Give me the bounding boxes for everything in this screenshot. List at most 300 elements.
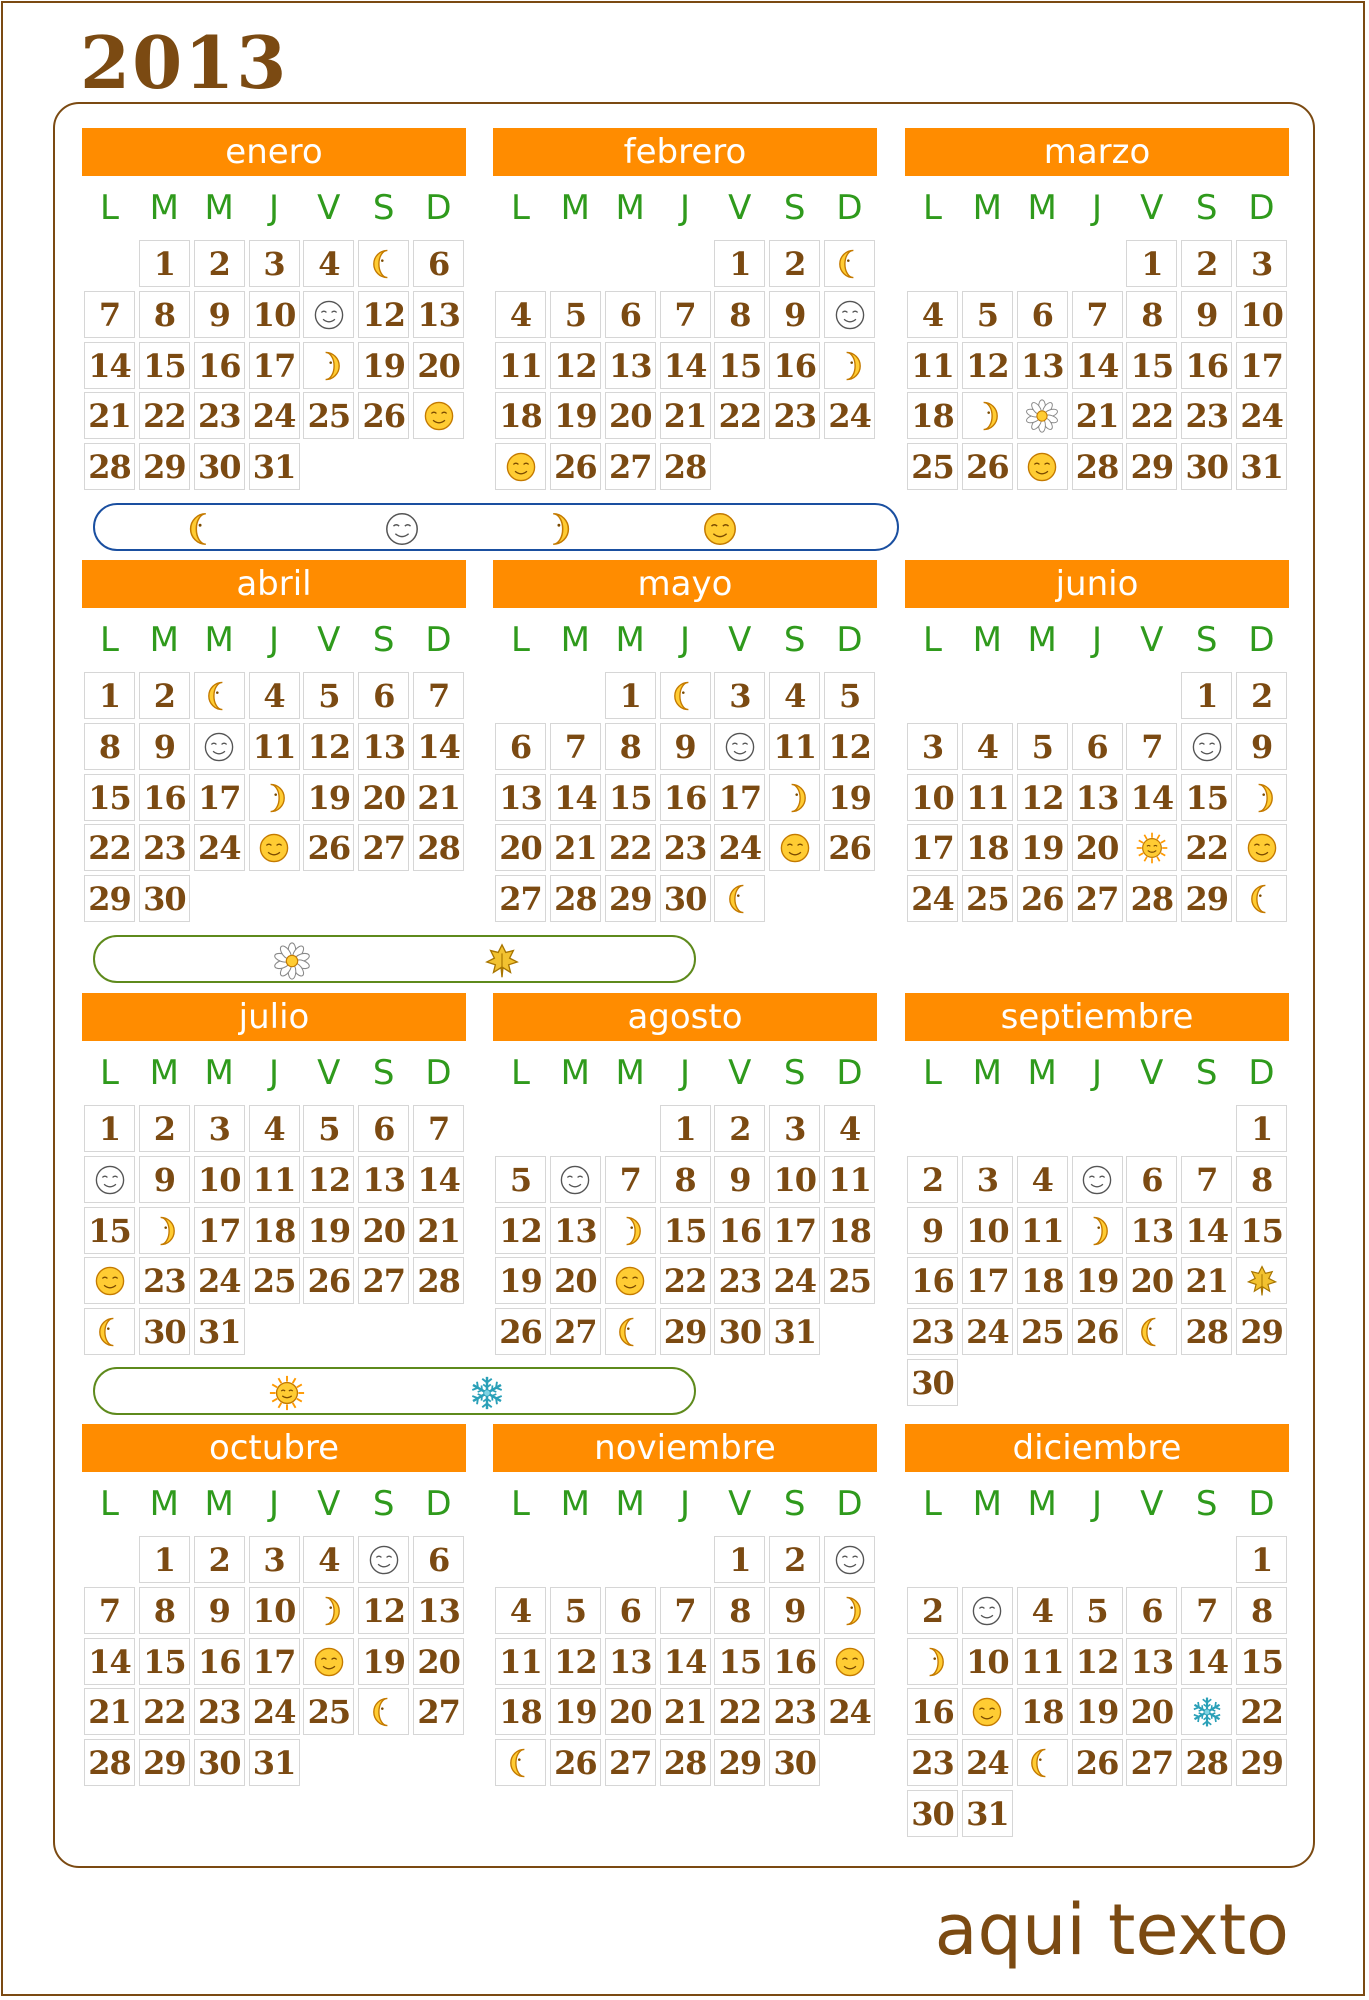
weekday-label: D <box>1248 620 1275 660</box>
month-mayo <box>493 560 877 978</box>
weekday-label: L <box>99 1053 119 1093</box>
day-cell: 29 <box>139 1739 190 1786</box>
day-cell: 16 <box>139 774 190 821</box>
day-cell: 1 <box>84 1105 135 1152</box>
moon-full-icon <box>303 1638 354 1685</box>
moon-waxing-icon <box>249 774 300 821</box>
day-cell: 10 <box>907 774 958 821</box>
month-junio <box>905 560 1289 978</box>
day-cell: 16 <box>194 342 245 389</box>
weekday-header <box>493 1472 877 1536</box>
day-cell: 17 <box>769 1207 820 1254</box>
day-cell: 21 <box>550 824 601 871</box>
day-grid <box>493 672 877 978</box>
flower-icon <box>1017 392 1068 439</box>
weekday-label: S <box>783 620 806 660</box>
weekday-label: M <box>972 1484 1002 1524</box>
day-cell: 16 <box>1181 342 1232 389</box>
weekday-header <box>905 176 1289 240</box>
day-cell: 20 <box>1126 1257 1177 1304</box>
weekday-label: M <box>1027 188 1057 228</box>
day-cell: 4 <box>495 1587 546 1634</box>
weekday-label: V <box>1140 1053 1164 1093</box>
day-cell: 14 <box>550 774 601 821</box>
day-cell: 11 <box>1017 1207 1068 1254</box>
weekday-label: M <box>149 188 179 228</box>
day-cell: 3 <box>769 1105 820 1152</box>
day-cell: 30 <box>769 1739 820 1786</box>
year-title: 2013 <box>80 20 289 105</box>
moon-waxing-icon <box>1236 774 1287 821</box>
day-cell: 10 <box>249 291 300 338</box>
day-cell: 7 <box>1181 1156 1232 1203</box>
day-cell: 15 <box>714 1638 765 1685</box>
day-grid <box>493 1105 877 1411</box>
day-cell: 23 <box>907 1739 958 1786</box>
day-cell: 11 <box>249 723 300 770</box>
day-cell: 2 <box>139 672 190 719</box>
weekday-label: D <box>836 188 863 228</box>
weekday-label: L <box>510 188 530 228</box>
day-cell: 18 <box>962 824 1013 871</box>
day-cell: 17 <box>907 824 958 871</box>
day-cell: 18 <box>1017 1688 1068 1735</box>
day-cell: 9 <box>714 1156 765 1203</box>
day-cell: 21 <box>84 392 135 439</box>
day-cell: 1 <box>1126 240 1177 287</box>
day-cell: 28 <box>1181 1308 1232 1355</box>
day-cell: 27 <box>1126 1739 1177 1786</box>
day-cell: 6 <box>358 672 409 719</box>
moon-waxing-icon <box>303 1587 354 1634</box>
moon-full-icon <box>84 1257 135 1304</box>
day-cell: 5 <box>962 291 1013 338</box>
day-cell: 2 <box>907 1587 958 1634</box>
day-cell: 23 <box>139 1257 190 1304</box>
month-diciembre <box>905 1424 1289 1842</box>
day-cell: 29 <box>1236 1308 1287 1355</box>
day-cell: 16 <box>714 1207 765 1254</box>
weekday-label: D <box>1248 1053 1275 1093</box>
day-cell: 1 <box>1181 672 1232 719</box>
weekday-label: S <box>372 1053 395 1093</box>
day-cell: 14 <box>660 342 711 389</box>
moon-waning-icon <box>660 672 711 719</box>
moon-new-icon <box>303 291 354 338</box>
weekday-label: M <box>204 620 234 660</box>
day-cell: 19 <box>1072 1688 1123 1735</box>
day-cell: 28 <box>660 1739 711 1786</box>
moon-new-icon <box>383 510 421 548</box>
day-cell: 19 <box>1017 824 1068 871</box>
day-cell: 19 <box>824 774 875 821</box>
day-cell: 15 <box>1236 1638 1287 1685</box>
weekday-label: V <box>1140 620 1164 660</box>
weekday-label: J <box>679 188 690 228</box>
moon-waning-icon <box>194 672 245 719</box>
day-cell: 28 <box>413 1257 464 1304</box>
weekday-label: V <box>317 1053 341 1093</box>
weekday-label: V <box>317 620 341 660</box>
day-cell: 6 <box>605 1587 656 1634</box>
day-cell: 3 <box>249 240 300 287</box>
day-cell: 15 <box>139 342 190 389</box>
day-cell: 22 <box>714 1688 765 1735</box>
month-enero <box>82 128 466 546</box>
day-cell: 12 <box>824 723 875 770</box>
moon-new-icon <box>714 723 765 770</box>
day-cell: 22 <box>139 1688 190 1735</box>
day-cell: 22 <box>139 392 190 439</box>
legend-bar <box>93 1367 696 1415</box>
day-cell: 8 <box>714 1587 765 1634</box>
day-cell: 15 <box>84 1207 135 1254</box>
day-cell: 17 <box>1236 342 1287 389</box>
day-grid <box>82 672 466 978</box>
day-cell: 26 <box>550 1739 601 1786</box>
day-cell: 16 <box>907 1257 958 1304</box>
day-cell: 20 <box>605 392 656 439</box>
weekday-label: V <box>317 188 341 228</box>
day-cell: 17 <box>194 1207 245 1254</box>
day-grid <box>905 1536 1289 1842</box>
day-cell: 1 <box>139 240 190 287</box>
moon-new-icon <box>1072 1156 1123 1203</box>
day-cell: 20 <box>413 1638 464 1685</box>
day-cell: 3 <box>907 723 958 770</box>
day-cell: 4 <box>1017 1156 1068 1203</box>
weekday-header <box>493 608 877 672</box>
footer-text: aqui texto <box>934 1889 1289 1971</box>
day-cell: 29 <box>139 443 190 490</box>
day-cell: 13 <box>358 1156 409 1203</box>
weekday-label: L <box>99 1484 119 1524</box>
day-cell: 12 <box>550 342 601 389</box>
day-cell: 2 <box>1236 672 1287 719</box>
day-cell: 25 <box>907 443 958 490</box>
weekday-label: M <box>204 188 234 228</box>
day-cell: 23 <box>769 392 820 439</box>
day-cell: 9 <box>139 723 190 770</box>
weekday-label: J <box>268 620 279 660</box>
day-cell: 22 <box>660 1257 711 1304</box>
day-cell: 1 <box>84 672 135 719</box>
day-cell: 19 <box>303 774 354 821</box>
month-title: mayo <box>493 560 877 608</box>
day-cell: 13 <box>550 1207 601 1254</box>
day-grid <box>905 1105 1289 1411</box>
weekday-label: D <box>425 1053 452 1093</box>
day-cell: 16 <box>769 342 820 389</box>
day-cell: 10 <box>962 1207 1013 1254</box>
moon-full-icon <box>824 1638 875 1685</box>
day-cell: 12 <box>358 1587 409 1634</box>
moon-full-icon <box>605 1257 656 1304</box>
moon-waning-icon <box>358 1688 409 1735</box>
moon-waning-icon <box>495 1739 546 1786</box>
weekday-label: M <box>560 188 590 228</box>
day-cell: 6 <box>1126 1156 1177 1203</box>
day-cell: 28 <box>84 443 135 490</box>
month-title: noviembre <box>493 1424 877 1472</box>
day-grid <box>82 240 466 546</box>
weekday-label: J <box>1091 1053 1102 1093</box>
day-cell: 12 <box>550 1638 601 1685</box>
day-cell: 6 <box>413 240 464 287</box>
day-cell: 12 <box>1072 1638 1123 1685</box>
day-cell: 11 <box>907 342 958 389</box>
weekday-label: M <box>204 1484 234 1524</box>
day-cell: 18 <box>495 1688 546 1735</box>
moon-full-icon <box>1236 824 1287 871</box>
weekday-label: M <box>972 620 1002 660</box>
weekday-label: V <box>1140 188 1164 228</box>
day-cell: 2 <box>714 1105 765 1152</box>
day-cell: 8 <box>84 723 135 770</box>
moon-new-icon <box>84 1156 135 1203</box>
day-cell: 16 <box>194 1638 245 1685</box>
weekday-label: J <box>1091 188 1102 228</box>
day-cell: 26 <box>303 1257 354 1304</box>
day-cell: 4 <box>249 672 300 719</box>
day-cell: 5 <box>303 672 354 719</box>
weekday-label: V <box>317 1484 341 1524</box>
day-cell: 4 <box>769 672 820 719</box>
weekday-label: D <box>425 620 452 660</box>
weekday-label: J <box>679 1484 690 1524</box>
day-cell: 3 <box>962 1156 1013 1203</box>
day-cell: 9 <box>769 291 820 338</box>
month-febrero <box>493 128 877 546</box>
day-cell: 9 <box>1236 723 1287 770</box>
month-title: octubre <box>82 1424 466 1472</box>
day-cell: 26 <box>303 824 354 871</box>
day-cell: 20 <box>358 1207 409 1254</box>
day-cell: 31 <box>249 443 300 490</box>
day-cell: 21 <box>413 774 464 821</box>
day-cell: 28 <box>660 443 711 490</box>
day-cell: 30 <box>139 875 190 922</box>
moon-full-icon <box>495 443 546 490</box>
weekday-header <box>493 1041 877 1105</box>
weekday-header <box>82 1041 466 1105</box>
day-cell: 24 <box>194 1257 245 1304</box>
month-octubre <box>82 1424 466 1842</box>
day-cell: 14 <box>413 723 464 770</box>
day-cell: 19 <box>550 392 601 439</box>
day-cell: 7 <box>550 723 601 770</box>
day-cell: 2 <box>194 240 245 287</box>
day-cell: 1 <box>605 672 656 719</box>
day-cell: 7 <box>660 1587 711 1634</box>
weekday-label: D <box>425 188 452 228</box>
weekday-label: S <box>1195 1484 1218 1524</box>
day-cell: 27 <box>605 443 656 490</box>
weekday-label: J <box>1091 1484 1102 1524</box>
day-cell: 6 <box>358 1105 409 1152</box>
day-cell: 8 <box>1126 291 1177 338</box>
day-cell: 4 <box>303 240 354 287</box>
day-cell: 2 <box>769 1536 820 1583</box>
day-cell: 12 <box>303 723 354 770</box>
day-cell: 3 <box>249 1536 300 1583</box>
flower-icon <box>273 942 311 980</box>
weekday-label: V <box>728 188 752 228</box>
day-cell: 9 <box>139 1156 190 1203</box>
weekday-label: D <box>836 1053 863 1093</box>
day-cell: 1 <box>1236 1105 1287 1152</box>
weekday-label: L <box>922 188 942 228</box>
day-cell: 13 <box>413 291 464 338</box>
day-cell: 6 <box>1072 723 1123 770</box>
day-cell: 1 <box>714 1536 765 1583</box>
day-cell: 23 <box>139 824 190 871</box>
day-cell: 20 <box>605 1688 656 1735</box>
day-cell: 26 <box>1072 1308 1123 1355</box>
day-cell: 27 <box>605 1739 656 1786</box>
day-cell: 31 <box>249 1739 300 1786</box>
moon-full-icon <box>1017 443 1068 490</box>
day-cell: 20 <box>413 342 464 389</box>
day-cell: 22 <box>1236 1688 1287 1735</box>
weekday-label: J <box>679 1053 690 1093</box>
day-cell: 24 <box>824 392 875 439</box>
moon-full-icon <box>249 824 300 871</box>
leaf-icon <box>1236 1257 1287 1304</box>
day-cell: 26 <box>550 443 601 490</box>
day-cell: 19 <box>358 1638 409 1685</box>
day-cell: 20 <box>358 774 409 821</box>
moon-full-icon <box>413 392 464 439</box>
weekday-header <box>82 176 466 240</box>
day-grid <box>493 1536 877 1842</box>
weekday-label: M <box>1027 620 1057 660</box>
day-cell: 30 <box>139 1308 190 1355</box>
day-cell: 30 <box>194 443 245 490</box>
weekday-label: D <box>1248 1484 1275 1524</box>
day-cell: 24 <box>714 824 765 871</box>
moon-new-icon <box>358 1536 409 1583</box>
weekday-label: V <box>728 1053 752 1093</box>
weekday-label: L <box>510 1484 530 1524</box>
day-cell: 1 <box>139 1536 190 1583</box>
weekday-label: M <box>1027 1053 1057 1093</box>
day-cell: 16 <box>907 1688 958 1735</box>
weekday-label: S <box>1195 188 1218 228</box>
day-cell: 2 <box>769 240 820 287</box>
weekday-label: M <box>149 1484 179 1524</box>
day-cell: 25 <box>962 875 1013 922</box>
day-cell: 13 <box>1126 1207 1177 1254</box>
moon-waning-icon <box>183 510 221 548</box>
day-grid <box>905 240 1289 546</box>
day-cell: 8 <box>605 723 656 770</box>
day-cell: 16 <box>660 774 711 821</box>
month-title: enero <box>82 128 466 176</box>
legend-bar <box>93 503 899 551</box>
day-cell: 8 <box>1236 1156 1287 1203</box>
day-cell: 8 <box>139 291 190 338</box>
day-cell: 7 <box>660 291 711 338</box>
day-cell: 8 <box>714 291 765 338</box>
weekday-label: M <box>972 1053 1002 1093</box>
day-cell: 13 <box>605 1638 656 1685</box>
day-cell: 13 <box>1017 342 1068 389</box>
weekday-label: D <box>425 1484 452 1524</box>
day-cell: 20 <box>495 824 546 871</box>
day-cell: 15 <box>605 774 656 821</box>
day-cell: 26 <box>358 392 409 439</box>
day-cell: 13 <box>495 774 546 821</box>
day-cell: 1 <box>660 1105 711 1152</box>
day-cell: 23 <box>769 1688 820 1735</box>
day-cell: 20 <box>1072 824 1123 871</box>
weekday-label: M <box>972 188 1002 228</box>
weekday-label: M <box>560 1484 590 1524</box>
weekday-header <box>82 1472 466 1536</box>
day-cell: 9 <box>907 1207 958 1254</box>
day-cell: 16 <box>769 1638 820 1685</box>
day-cell: 14 <box>413 1156 464 1203</box>
day-grid <box>82 1536 466 1842</box>
snowflake-icon <box>1181 1688 1232 1735</box>
day-cell: 14 <box>1181 1207 1232 1254</box>
moon-waxing-icon <box>538 510 576 548</box>
day-cell: 25 <box>303 392 354 439</box>
weekday-header <box>905 1041 1289 1105</box>
moon-waxing-icon <box>769 774 820 821</box>
day-cell: 24 <box>1236 392 1287 439</box>
day-cell: 11 <box>1017 1638 1068 1685</box>
day-cell: 14 <box>660 1638 711 1685</box>
month-marzo <box>905 128 1289 546</box>
weekday-header <box>905 1472 1289 1536</box>
weekday-label: S <box>783 1053 806 1093</box>
day-cell: 11 <box>249 1156 300 1203</box>
day-cell: 9 <box>194 291 245 338</box>
day-cell: 31 <box>194 1308 245 1355</box>
day-cell: 5 <box>550 1587 601 1634</box>
day-cell: 7 <box>605 1156 656 1203</box>
day-cell: 18 <box>824 1207 875 1254</box>
day-cell: 10 <box>249 1587 300 1634</box>
day-cell: 25 <box>1017 1308 1068 1355</box>
day-cell: 12 <box>495 1207 546 1254</box>
day-cell: 19 <box>495 1257 546 1304</box>
weekday-label: V <box>728 1484 752 1524</box>
day-cell: 30 <box>660 875 711 922</box>
day-cell: 30 <box>714 1308 765 1355</box>
day-cell: 11 <box>769 723 820 770</box>
day-cell: 10 <box>194 1156 245 1203</box>
moon-full-icon <box>962 1688 1013 1735</box>
weekday-label: J <box>268 1484 279 1524</box>
day-cell: 18 <box>1017 1257 1068 1304</box>
moon-waning-icon <box>1126 1308 1177 1355</box>
month-septiembre <box>905 993 1289 1411</box>
day-cell: 24 <box>194 824 245 871</box>
month-noviembre <box>493 1424 877 1842</box>
weekday-label: S <box>1195 1053 1218 1093</box>
day-cell: 28 <box>1126 875 1177 922</box>
day-cell: 27 <box>413 1688 464 1735</box>
day-cell: 29 <box>1181 875 1232 922</box>
day-cell: 15 <box>660 1207 711 1254</box>
day-cell: 28 <box>550 875 601 922</box>
day-cell: 15 <box>1126 342 1177 389</box>
day-cell: 21 <box>1181 1257 1232 1304</box>
weekday-label: M <box>560 620 590 660</box>
